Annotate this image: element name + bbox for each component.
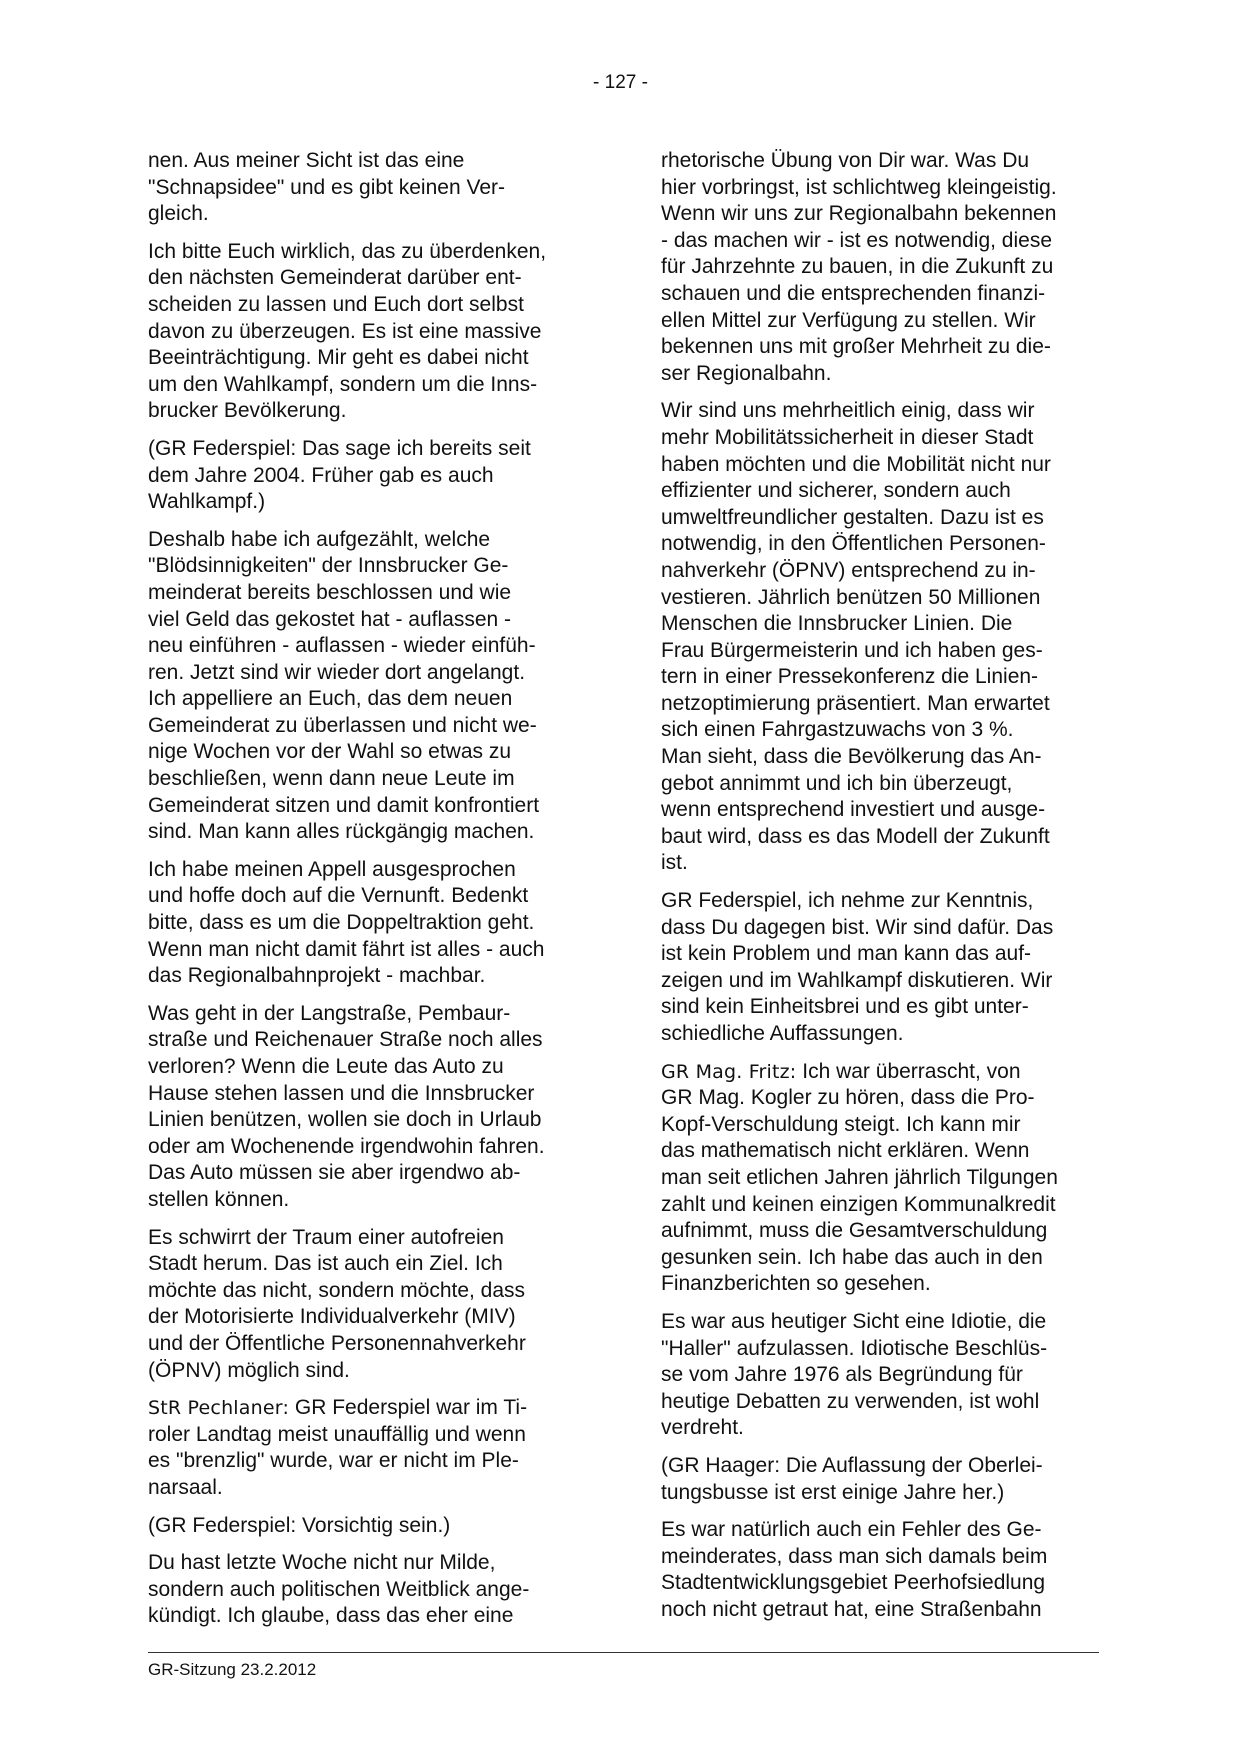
- speaker-paragraph: StR Pechlaner: GR Federspiel war im Ti- roler Landtag meist unauffällig und wenn es "brenzlig" wurde, war er nicht im Ple- narsaal.: [148, 1396, 528, 1499]
- paragraph: Es war aus heutiger Sicht eine Idiotie, die "Haller" aufzulassen. Idiotische Beschlüs- se vom Jahre 1976 als Begründung für heutige Debatten zu verwenden, ist wohl verdreht.: [661, 1309, 1048, 1440]
- paragraph: rhetorische Übung von Dir war. Was Du hier vorbringst, ist schlichtweg kleingeistig. Wenn wir uns zur Regionalbahn bekennen - das machen wir - ist es notwendig, diese für Jahrzehnte zu bauen, in die Zukunft zu schauen und die entsprechenden finanzi- ellen Mittel zur Verfügung zu stellen. Wir bekennen uns mit großer Mehrheit zu die- ser Regionalbahn.: [661, 149, 1057, 385]
- paragraph: Ich habe meinen Appell ausgesprochen und hoffe doch auf die Vernunft. Bedenkt bitte, dass es um die Doppeltraktion geht. Wenn man nicht damit fährt ist alles - auch das Regionalbahnprojekt - machbar.: [148, 857, 545, 988]
- interjection: (GR Federspiel: Das sage ich bereits seit dem Jahre 2004. Früher gab es auch Wahlkampf.): [148, 436, 531, 514]
- paragraph: Was geht in der Langstraße, Pembaur- straße und Reichenauer Straße noch alles verloren? Wenn die Leute das Auto zu Hause stehen lassen und die Innsbrucker Linien benützen, wollen sie doch in Urlaub oder am Wochenende irgendwohin fahren. Das Auto müssen sie aber irgendwo ab- stellen können.: [148, 1001, 545, 1211]
- paragraph: Ich bitte Euch wirklich, das zu überdenken, den nächsten Gemeinderat darüber ent- scheiden zu lassen und Euch dort selbst davon zu überzeugen. Es ist eine massive Beeinträchtigung. Mir geht es dabei nicht um den Wahlkampf, sondern um die Inns- brucker Bevölkerung.: [148, 239, 547, 423]
- speaker-name: StR Pechlaner:: [148, 1397, 290, 1420]
- right-column: [661, 148, 1101, 1634]
- speaker-name: GR Mag. Fritz:: [661, 1060, 797, 1083]
- interjection: (GR Haager: Die Auflassung der Oberlei- tungsbusse ist erst einige Jahre her.): [661, 1453, 1043, 1504]
- footer-text: GR-Sitzung 23.2.2012: [148, 1660, 317, 1679]
- paragraph: Du hast letzte Woche nicht nur Milde, sondern auch politischen Weitblick ange- kündigt. Ich glaube, dass das eher eine: [148, 1551, 530, 1628]
- paragraph: Deshalb habe ich aufgezählt, welche "Blödsinnigkeiten" der Innsbrucker Ge- meinderat bereits beschlossen und wie viel Geld das gekostet hat - auflassen - neu einführen - auflassen - wieder einfüh- ren. Jetzt sind wir wieder dort angelangt. Ich appelliere an Euch, das dem neuen Gemeinderat zu überlassen und nicht we- nige Wochen vor der Wahl so etwas zu beschließen, wenn dann neue Leute im Gemeinderat sitzen und damit konfrontiert sind. Man kann alles rückgängig machen.: [148, 527, 540, 844]
- page-number: - 127 -: [593, 72, 648, 93]
- interjection: (GR Federspiel: Vorsichtig sein.): [148, 1513, 451, 1537]
- left-column: [148, 148, 588, 1641]
- paragraph: nen. Aus meiner Sicht ist das eine "Schnapsidee" und es gibt keinen Ver- gleich.: [148, 149, 505, 226]
- speaker-paragraph: GR Mag. Fritz: Ich war überrascht, von GR Mag. Kogler zu hören, dass die Pro- Kopf-Verschuldung steigt. Ich kann mir das mathematisch nicht erklären. Wenn man seit etlichen Jahren jährlich Tilgungen zahlt und keinen einzigen Kommunalkredit aufnimmt, muss die Gesamtverschuldung gesunken sein. Ich habe das auch in den Finanzberichten so gesehen.: [661, 1059, 1058, 1296]
- paragraph: Es war natürlich auch ein Fehler des Ge- meinderates, dass man sich damals beim Stadtentwicklungsgebiet Peerhofsiedlung noch nicht getraut hat, eine Straßenbahn: [661, 1518, 1048, 1621]
- footer-divider: [148, 1652, 1099, 1653]
- paragraph: Wir sind uns mehrheitlich einig, dass wir mehr Mobilitätssicherheit in dieser Stadt haben möchten und die Mobilität nicht nur effizienter und sicherer, sondern auch umweltfreundlicher gestalten. Dazu ist es notwendig, in den Öffentlichen Personen- nahverkehr (ÖPNV) entsprechend zu in- vestieren. Jährlich benützen 50 Millionen Menschen die Innsbrucker Linien. Die Frau Bürgermeisterin und ich haben ges- tern in einer Pressekonferenz die Linien- netzoptimierung präsentiert. Man erwartet sich einen Fahrgastzuwachs von 3 %. Man sieht, dass die Bevölkerung das An- gebot annimmt und ich bin überzeugt, wenn entsprechend investiert und ausge- baut wird, dass es das Modell der Zukunft ist.: [661, 399, 1051, 875]
- paragraph: GR Federspiel, ich nehme zur Kenntnis, dass Du dagegen bist. Wir sind dafür. Das ist kein Problem und man kann das auf- zeigen und im Wahlkampf diskutieren. Wir sind kein Einheitsbrei und es gibt unter- schiedliche Auffassungen.: [661, 889, 1054, 1045]
- paragraph: Es schwirrt der Traum einer autofreien Stadt herum. Das ist auch ein Ziel. Ich möchte das nicht, sondern möchte, dass der Motorisierte Individualverkehr (MIV) und der Öffentliche Personennahverkehr (ÖPNV) möglich sind.: [148, 1225, 526, 1382]
